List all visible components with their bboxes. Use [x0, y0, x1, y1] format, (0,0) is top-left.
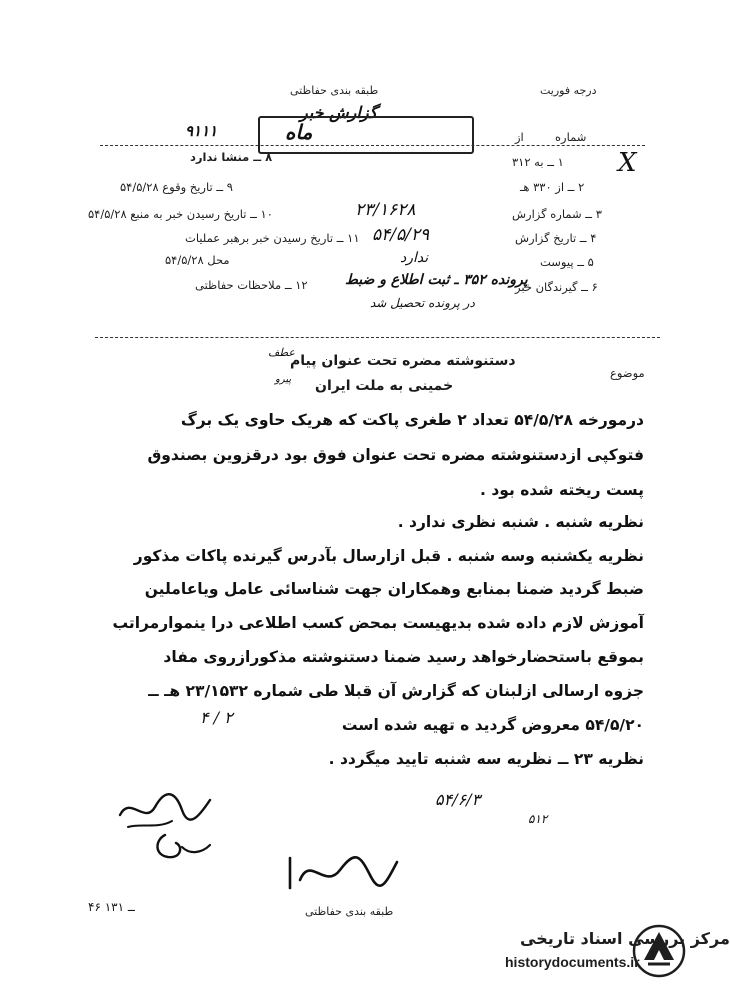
signature-code: ۵۱۲: [528, 812, 548, 826]
page-code: ۴۶ ــ ۱۳۱: [88, 900, 135, 914]
field-4: ۴ ــ تاریخ گزارش: [515, 231, 597, 245]
body-line-9: جزوه ارسالی ازلبنان که گزارش آن قبلا طی شماره ۲۳/۱۵۳۲ هـ ــ: [148, 682, 644, 700]
field-5-value: ندارد: [400, 250, 429, 266]
field-5: ۵ ــ پیوست: [540, 255, 594, 269]
field-11b: محل ۵۴/۵/۲۸: [165, 253, 230, 267]
report-number-value: ۹۱۱۱: [185, 122, 218, 140]
field-3-value: ۲۳/۱۶۲۸: [355, 200, 416, 220]
signature-left: [110, 785, 220, 875]
signature-date: ۵۴/۶/۳: [435, 790, 481, 809]
body-line-6: ضبط گردید ضمنا بمنابع وهمکاران جهت شناسائی عامل ویاعاملین: [144, 580, 644, 598]
body-line-10: ۵۴/۵/۲۰ معروض گردید ه تهیه شده است: [341, 716, 644, 734]
body-line-1: درمورخه ۵۴/۵/۲۸ تعداد ۲ طغری پاکت که هریک حاوی یک برگ: [180, 411, 644, 429]
field-6-value: پرونده ۳۵۲ ـ ثبت اطلاع و ضبط: [345, 272, 528, 288]
from-label: از: [515, 130, 524, 144]
field-11: ۱۱ ــ تاریخ رسیدن خبر برهبر عملیات: [185, 231, 360, 245]
field-2: ۲ ــ از ۳۳۰ هـ: [520, 180, 585, 194]
field-9: ۹ ــ تاریخ وقوع ۵۴/۵/۲۸: [120, 180, 233, 194]
subject-prefix: پیرو: [275, 374, 292, 385]
body-margin-note: ۴ / ۲: [200, 708, 233, 727]
body-line-8: بموقع باستحضارخواهد رسید ضمنا دستنوشته مذکورازروی مفاد: [163, 648, 644, 666]
body-line-7: آموزش لازم داده شده بدیهیست بمحض کسب اطلاعی درا ینموارمراتب: [112, 614, 644, 632]
header-bottom-rule: [95, 337, 660, 338]
body-line-5: نظریه یکشنبه وسه شنبه . قبل ازارسال بآدرس گیرنده پاکات مذکور: [133, 547, 644, 565]
field-12: ۱۲ ــ ملاحظات حفاظتی: [195, 278, 308, 292]
classification-bottom: طبقه بندی حفاظتی: [305, 905, 394, 918]
field-10: ۱۰ ــ تاریخ رسیدن خبر به منبع ۵۴/۵/۲۸: [88, 207, 273, 221]
watermark-logo: [400, 918, 730, 985]
subject-text-2: خمینی به ملت ایران: [315, 378, 454, 394]
field-4-value: ۵۴/۵/۲۹: [372, 225, 430, 245]
field-6-value-2: در پرونده تحصیل شد: [370, 296, 475, 310]
field-3: ۳ ــ شماره گزارش: [512, 207, 602, 221]
bottom-signature-stamp: [285, 850, 405, 895]
x-mark: X: [618, 148, 637, 178]
field-6: ۶ ــ گیرندگان خبر: [515, 280, 598, 294]
body-line-2: فتوکپی ازدستنوشته مضره تحت عنوان فوق بود درقزوین بصندوق: [147, 446, 644, 464]
source-stamp-text: ماه: [285, 120, 313, 144]
body-line-4: نظریه شنبه . شنبه نظری ندارد .: [397, 513, 644, 531]
report-title: گزارش خبر: [300, 103, 378, 122]
field-8: ۸ ــ منشا ندارد: [190, 150, 273, 164]
body-line-11: نظریه ۲۳ ــ نظریه سه شنبه تایید میگردد .: [328, 750, 644, 768]
watermark-site-url: historydocuments.ir: [505, 954, 640, 970]
urgency-label: درجه فوریت: [540, 84, 597, 97]
subject-insert: عطف: [268, 346, 295, 359]
body-line-3: پست ریخته شده بود .: [480, 481, 644, 499]
report-number-label: شماره: [555, 130, 587, 144]
subject-text: دستنوشته مضره تحت عنوان پیام: [290, 353, 516, 369]
field-1: ۱ ــ به ۳۱۲: [512, 155, 564, 169]
classification-top: طبقه بندی حفاظتی: [290, 84, 379, 97]
watermark-site-name: مرکز بررسی اسناد تاریخی: [520, 929, 730, 948]
header-top-rule: [100, 145, 645, 146]
subject-label: موضوع: [610, 366, 645, 380]
